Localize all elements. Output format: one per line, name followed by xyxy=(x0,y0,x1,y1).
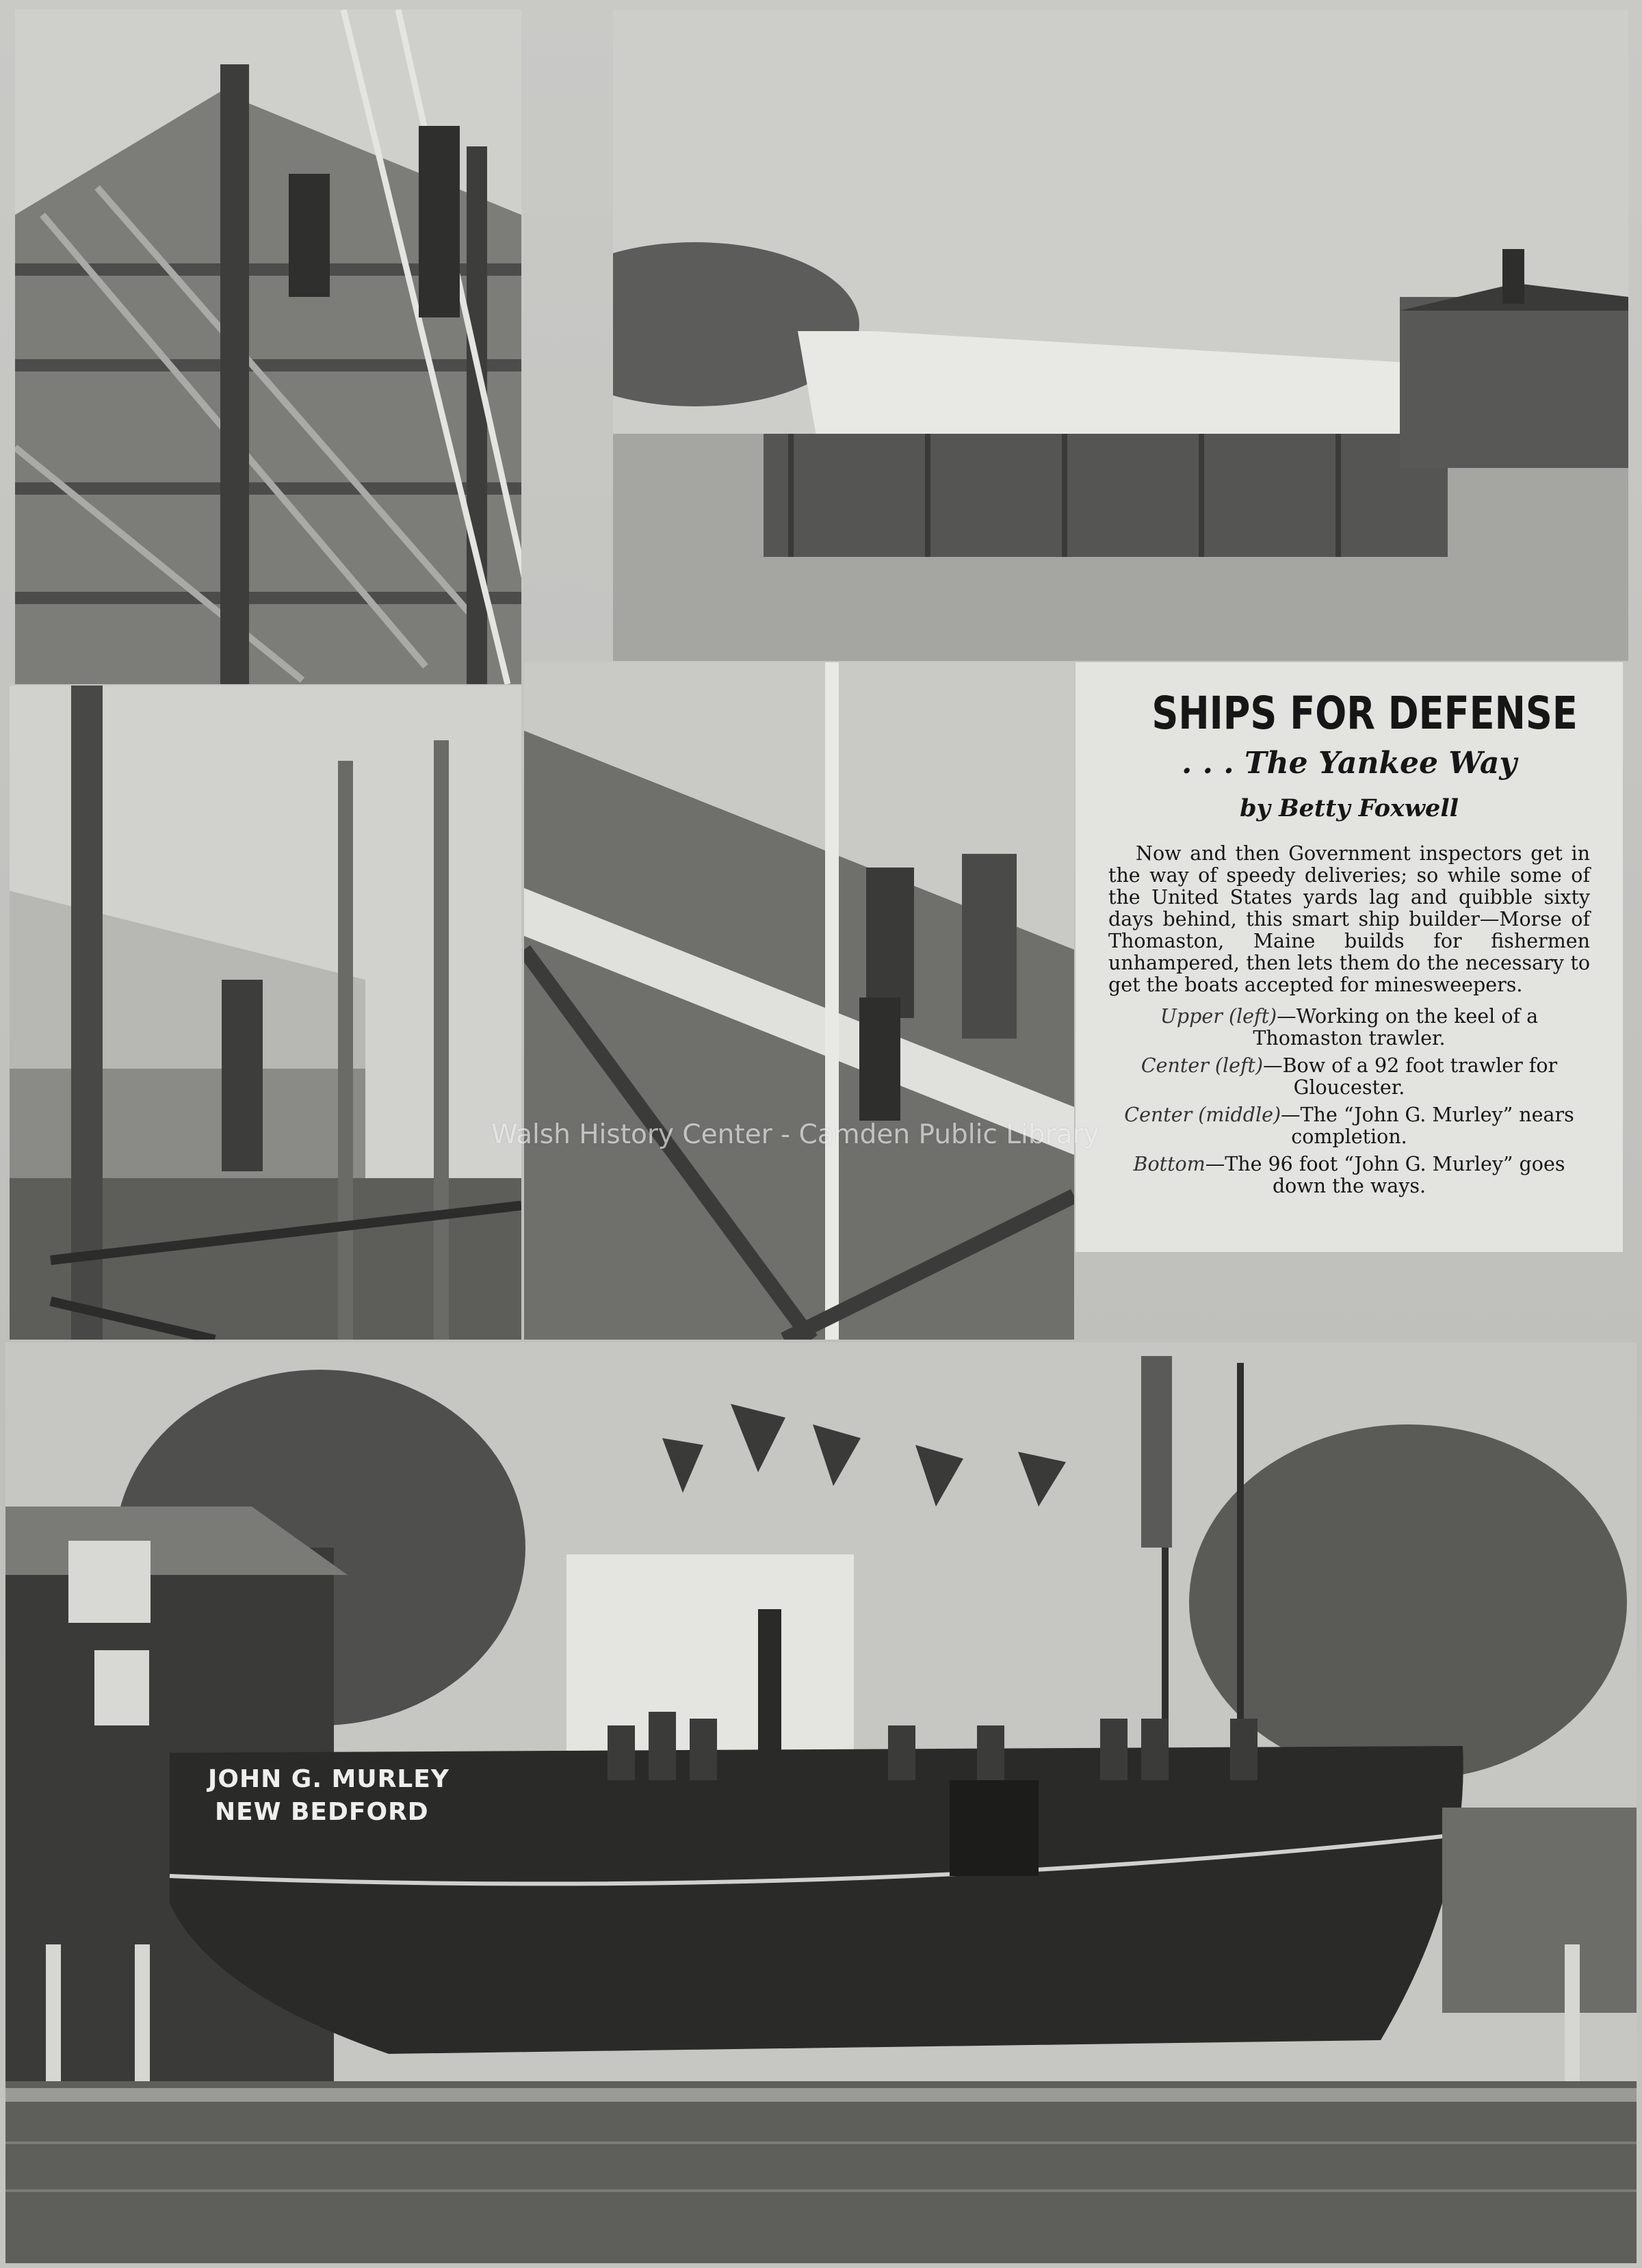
photo-center-middle-murley xyxy=(524,662,1074,1340)
photo-bottom-launch xyxy=(5,1342,1637,2263)
photo-upper-right-art xyxy=(613,10,1628,661)
photo-center-left-art xyxy=(10,686,521,1340)
photo-center-left-bow xyxy=(10,686,521,1340)
photo-upper-left-keel xyxy=(15,10,521,684)
caption-center-middle xyxy=(1108,1104,1590,1148)
caption-text: —The 96 foot “John G. Murley” goes down the ways. xyxy=(1205,1153,1565,1197)
article-text-box xyxy=(1076,662,1623,1252)
watermark-text: Walsh History Center - Camden Public Library xyxy=(491,1119,1099,1150)
photo-captions xyxy=(1108,1006,1590,1197)
hull-port-text: NEW BEDFORD xyxy=(215,1798,429,1826)
caption-text: —The “John G. Murley” nears completion. xyxy=(1281,1104,1574,1148)
caption-label: Center (middle) xyxy=(1124,1104,1281,1126)
caption-label: Bottom xyxy=(1133,1153,1206,1175)
article-subtitle: . . . The Yankee Way xyxy=(1182,746,1517,781)
photo-upper-left-art xyxy=(15,10,521,684)
caption-text: —Working on the keel of a Thomaston trawler. xyxy=(1253,1005,1539,1050)
caption-bottom xyxy=(1108,1153,1590,1197)
photo-upper-right-hull xyxy=(613,10,1628,661)
hull-name-text: JOHN G. MURLEY xyxy=(208,1765,449,1793)
article-byline: by Betty Foxwell xyxy=(1240,794,1459,822)
article-headline: SHIPS FOR DEFENSE xyxy=(1151,687,1578,740)
photo-center-middle-art xyxy=(524,662,1074,1340)
caption-text: —Bow of a 92 foot trawler for Gloucester. xyxy=(1263,1054,1558,1099)
caption-upper-left xyxy=(1108,1006,1590,1050)
caption-label: Upper (left) xyxy=(1160,1005,1277,1028)
caption-label: Center (left) xyxy=(1141,1054,1264,1077)
article-body: Now and then Government inspectors get in the way of speedy deliveries; so while some of the United States yards lag and quibble sixty days behind, this smart ship builder—Morse of Thomaston, Maine builds for fishermen unhampered, then lets them do the necessary to get the boats accepted for minesweepers. xyxy=(1108,842,1590,996)
caption-center-left xyxy=(1108,1055,1590,1099)
